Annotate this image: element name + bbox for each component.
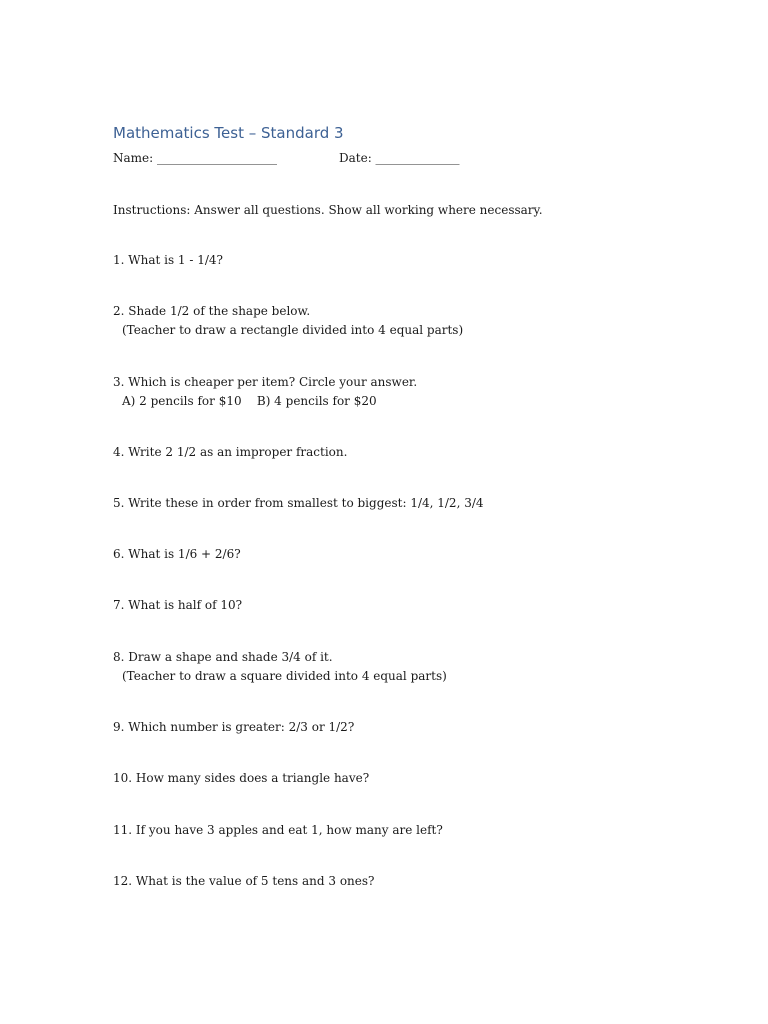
- date-field: Date: ______________: [339, 151, 460, 165]
- question-7: 7. What is half of 10?: [113, 598, 243, 612]
- question-11: 11. If you have 3 apples and eat 1, how many are left?: [113, 823, 443, 837]
- question-12: 12. What is the value of 5 tens and 3 ones?: [113, 874, 375, 888]
- question-1: 1. What is 1 - 1/4?: [113, 253, 223, 267]
- question-2-note: (Teacher to draw a rectangle divided into 4 equal parts): [122, 323, 464, 337]
- question-3-options: A) 2 pencils for $10 B) 4 pencils for $20: [122, 394, 377, 408]
- instructions: Instructions: Answer all questions. Show all working where necessary.: [113, 203, 543, 217]
- question-8: 8. Draw a shape and shade 3/4 of it.: [113, 650, 333, 664]
- question-6: 6. What is 1/6 + 2/6?: [113, 547, 241, 561]
- question-5: 5. Write these in order from smallest to biggest: 1/4, 1/2, 3/4: [113, 496, 484, 510]
- question-8-note: (Teacher to draw a square divided into 4 equal parts): [122, 669, 447, 683]
- name-field: Name: ____________________: [113, 151, 277, 165]
- question-2: 2. Shade 1/2 of the shape below.: [113, 304, 311, 318]
- question-9: 9. Which number is greater: 2/3 or 1/2?: [113, 720, 355, 734]
- page-title: Mathematics Test – Standard 3: [113, 124, 344, 142]
- question-10: 10. How many sides does a triangle have?: [113, 771, 370, 785]
- question-4: 4. Write 2 1/2 as an improper fraction.: [113, 445, 348, 459]
- question-3: 3. Which is cheaper per item? Circle your answer.: [113, 375, 418, 389]
